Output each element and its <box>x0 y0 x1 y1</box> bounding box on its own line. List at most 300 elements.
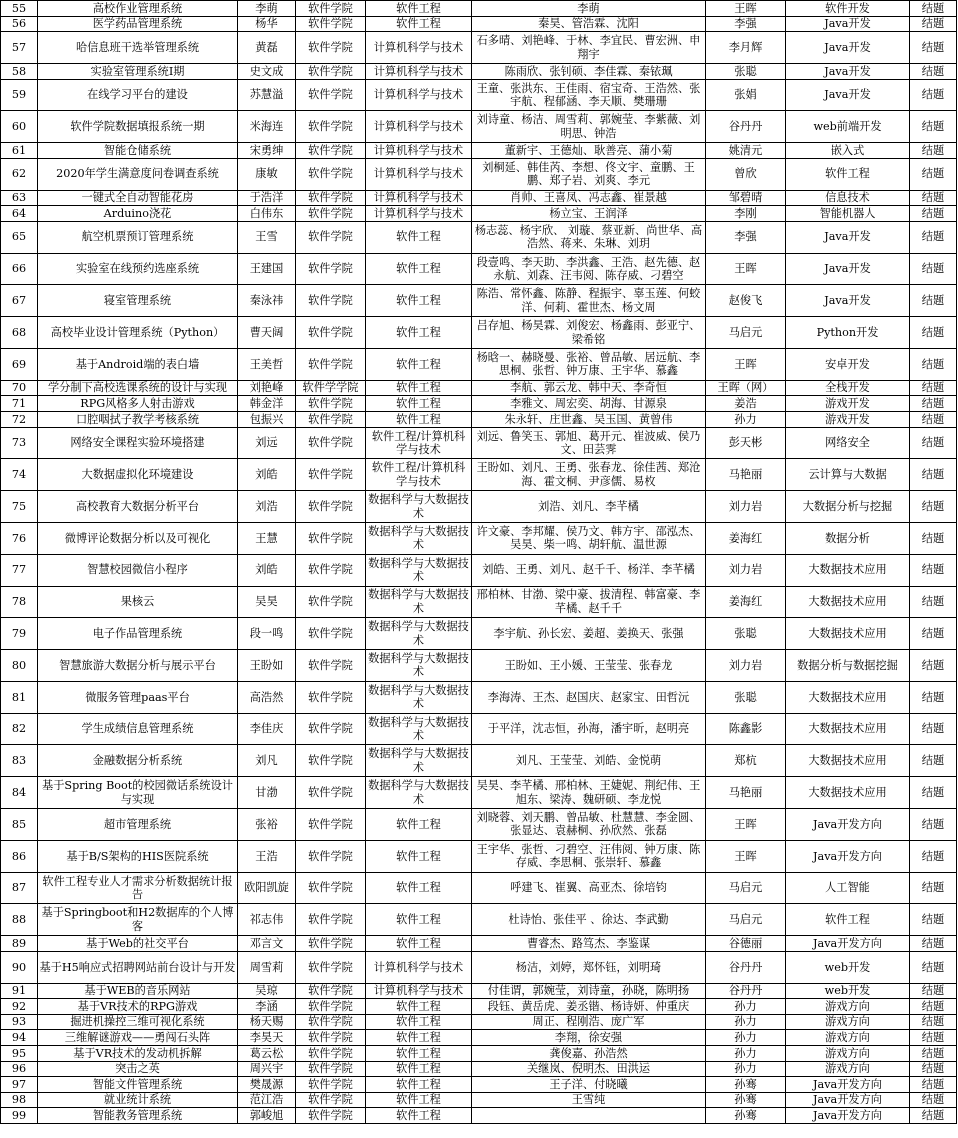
cell-major: 软件工程 <box>366 1092 472 1108</box>
cell-status: 结题 <box>910 809 957 841</box>
table-row <box>1 348 957 380</box>
cell-project-title: 基于Springboot和H2数据库的个人博客 <box>38 904 238 936</box>
cell-team-members: 李翔，徐安强 <box>472 1030 706 1046</box>
cell-college: 软件学院 <box>296 143 366 159</box>
cell-major: 数据科学与大数据技术 <box>366 586 472 618</box>
cell-row-number: 58 <box>1 63 38 79</box>
cell-advisor: 赵俊飞 <box>706 285 786 317</box>
cell-direction: 游戏方向 <box>786 1061 910 1077</box>
cell-college: 软件学院 <box>296 713 366 745</box>
cell-team-members: 周正、程刚浩、庞广军 <box>472 1014 706 1030</box>
cell-project-title: 智慧校园微信小程序 <box>38 554 238 586</box>
table-row <box>1 1014 957 1030</box>
cell-major: 计算机科学与技术 <box>366 111 472 143</box>
cell-college: 软件学院 <box>296 618 366 650</box>
cell-project-title: 果核云 <box>38 586 238 618</box>
table-row <box>1 1046 957 1062</box>
cell-direction: Java开发 <box>786 79 910 111</box>
cell-status: 结题 <box>910 936 957 952</box>
cell-student-name: 郭峻旭 <box>238 1108 296 1124</box>
cell-status: 结题 <box>910 951 957 983</box>
table-row <box>1 253 957 285</box>
cell-advisor: 王晖 <box>706 1 786 17</box>
cell-advisor: 孙力 <box>706 1046 786 1062</box>
cell-advisor: 张聪 <box>706 681 786 713</box>
cell-student-name: 苏慧溢 <box>238 79 296 111</box>
cell-project-title: 实验室在线预约选座系统 <box>38 253 238 285</box>
cell-status: 结题 <box>910 650 957 682</box>
cell-college: 软件学院 <box>296 586 366 618</box>
cell-advisor: 孙力 <box>706 999 786 1015</box>
cell-direction: 大数据技术应用 <box>786 777 910 809</box>
cell-student-name: 王慧 <box>238 522 296 554</box>
cell-major: 软件工程 <box>366 285 472 317</box>
cell-status: 结题 <box>910 206 957 222</box>
cell-direction: 大数据技术应用 <box>786 618 910 650</box>
cell-advisor: 刘力岩 <box>706 491 786 523</box>
cell-college: 软件学院 <box>296 951 366 983</box>
cell-project-title: 软件学院数据填报系统一期 <box>38 111 238 143</box>
cell-direction: 大数据技术应用 <box>786 681 910 713</box>
cell-major: 软件工程 <box>366 317 472 349</box>
cell-row-number: 84 <box>1 777 38 809</box>
cell-major: 软件工程 <box>366 999 472 1015</box>
cell-status: 结题 <box>910 554 957 586</box>
cell-major: 数据科学与大数据技术 <box>366 554 472 586</box>
table-row <box>1 79 957 111</box>
cell-project-title: 智能教务管理系统 <box>38 1108 238 1124</box>
cell-project-title: 微服务管理paas平台 <box>38 681 238 713</box>
cell-student-name: 吴昊 <box>238 586 296 618</box>
table-row <box>1 143 957 159</box>
cell-advisor: 王晖 <box>706 348 786 380</box>
cell-major: 软件工程 <box>366 348 472 380</box>
cell-row-number: 61 <box>1 143 38 159</box>
cell-project-title: 一键式全自动智能花房 <box>38 190 238 206</box>
cell-team-members: 杨晗一、赫晓曼、张裕、曾品敏、居远航、李思桐、张哲、钟万康、王宇华、慕鑫 <box>472 348 706 380</box>
cell-college: 软件学院 <box>296 936 366 952</box>
cell-major: 计算机科学与技术 <box>366 79 472 111</box>
cell-major: 数据科学与大数据技术 <box>366 618 472 650</box>
cell-row-number: 97 <box>1 1077 38 1093</box>
cell-advisor: 彭天彬 <box>706 427 786 459</box>
cell-advisor: 刘力岩 <box>706 650 786 682</box>
cell-student-name: 王美哲 <box>238 348 296 380</box>
cell-direction: Java开发方向 <box>786 809 910 841</box>
cell-student-name: 刘凡 <box>238 745 296 777</box>
cell-direction: 全栈开发 <box>786 380 910 396</box>
cell-status: 结题 <box>910 380 957 396</box>
cell-project-title: 掘进机操控三维可视化系统 <box>38 1014 238 1030</box>
cell-college: 软件学院 <box>296 158 366 190</box>
table-row <box>1 411 957 427</box>
cell-student-name: 欧阳凯旋 <box>238 872 296 904</box>
cell-student-name: 李佳庆 <box>238 713 296 745</box>
table-row <box>1 951 957 983</box>
cell-status: 结题 <box>910 491 957 523</box>
cell-major: 数据科学与大数据技术 <box>366 650 472 682</box>
cell-student-name: 高浩然 <box>238 681 296 713</box>
cell-advisor: 孙骞 <box>706 1077 786 1093</box>
cell-major: 软件工程 <box>366 1 472 17</box>
cell-major: 软件工程 <box>366 1061 472 1077</box>
cell-row-number: 70 <box>1 380 38 396</box>
cell-advisor: 姚清元 <box>706 143 786 159</box>
cell-row-number: 73 <box>1 427 38 459</box>
cell-advisor: 李强 <box>706 16 786 32</box>
cell-major: 软件工程 <box>366 809 472 841</box>
cell-row-number: 82 <box>1 713 38 745</box>
cell-student-name: 邓言文 <box>238 936 296 952</box>
cell-row-number: 87 <box>1 872 38 904</box>
cell-major: 计算机科学与技术 <box>366 190 472 206</box>
cell-team-members: 呼建飞、崔翼、高亚杰、徐培钧 <box>472 872 706 904</box>
table-row <box>1 396 957 412</box>
cell-student-name: 刘艳峰 <box>238 380 296 396</box>
cell-row-number: 69 <box>1 348 38 380</box>
cell-direction: Java开发 <box>786 253 910 285</box>
cell-row-number: 95 <box>1 1046 38 1062</box>
cell-college: 软件学院 <box>296 111 366 143</box>
cell-student-name: 段一鸣 <box>238 618 296 650</box>
cell-status: 结题 <box>910 777 957 809</box>
cell-student-name: 包振兴 <box>238 411 296 427</box>
cell-status: 结题 <box>910 285 957 317</box>
cell-team-members: 王宇华、张哲、刁碧空、汪伟阅、钟万康、陈存威、李思桐、张崇轩、慕鑫 <box>472 840 706 872</box>
table-row <box>1 111 957 143</box>
cell-row-number: 98 <box>1 1092 38 1108</box>
cell-status: 结题 <box>910 872 957 904</box>
cell-college: 软件学院 <box>296 396 366 412</box>
cell-college: 软件学院 <box>296 253 366 285</box>
cell-major: 软件工程 <box>366 1046 472 1062</box>
cell-status: 结题 <box>910 1046 957 1062</box>
cell-project-title: 大数据虚拟化环境建设 <box>38 459 238 491</box>
cell-team-members: 王童、张洪东、王佳雨、宿宝奇、王浩然、张宇航、程郁涵、李天顺、樊珊珊 <box>472 79 706 111</box>
cell-row-number: 55 <box>1 1 38 17</box>
cell-college: 软件学院 <box>296 348 366 380</box>
cell-row-number: 83 <box>1 745 38 777</box>
cell-student-name: 杨天赐 <box>238 1014 296 1030</box>
cell-college: 软件学院 <box>296 32 366 64</box>
cell-project-title: 口腔咽拭子教学考核系统 <box>38 411 238 427</box>
cell-student-name: 葛云松 <box>238 1046 296 1062</box>
table-row <box>1 317 957 349</box>
cell-project-title: 基于VR技术的RPG游戏 <box>38 999 238 1015</box>
table-row <box>1 904 957 936</box>
cell-direction: 数据分析与数据挖掘 <box>786 650 910 682</box>
cell-major: 数据科学与大数据技术 <box>366 522 472 554</box>
cell-project-title: 基于Android端的表白墙 <box>38 348 238 380</box>
cell-college: 软件学院 <box>296 79 366 111</box>
cell-row-number: 74 <box>1 459 38 491</box>
cell-team-members: 段钰、黄岳虎、姜丞锴、杨诗妍、仲重庆 <box>472 999 706 1015</box>
cell-project-title: 电子作品管理系统 <box>38 618 238 650</box>
cell-team-members: 刘桐延、韩佳芮、李想、佟文宇、童鹏、王鹏、郑子岩、刘爽、李元 <box>472 158 706 190</box>
cell-advisor: 谷丹丹 <box>706 983 786 999</box>
cell-direction: 云计算与大数据 <box>786 459 910 491</box>
cell-team-members: 邢柏林、甘渤、梁中豪、拔清程、韩富豪、李芊橘、赵千千 <box>472 586 706 618</box>
cell-college: 软件学院 <box>296 999 366 1015</box>
cell-row-number: 71 <box>1 396 38 412</box>
cell-advisor: 谷丹丹 <box>706 111 786 143</box>
cell-direction: 信息技术 <box>786 190 910 206</box>
cell-direction: 嵌入式 <box>786 143 910 159</box>
table-row <box>1 936 957 952</box>
cell-college: 软件学院 <box>296 681 366 713</box>
table-row <box>1 158 957 190</box>
cell-status: 结题 <box>910 427 957 459</box>
cell-team-members: 王雪纯 <box>472 1092 706 1108</box>
table-row <box>1 427 957 459</box>
cell-student-name: 王建国 <box>238 253 296 285</box>
cell-major: 软件工程/计算机科学与技术 <box>366 459 472 491</box>
cell-project-title: 基于WEB的音乐网站 <box>38 983 238 999</box>
cell-project-title: 基于VR技术的发动机拆解 <box>38 1046 238 1062</box>
cell-direction: 游戏方向 <box>786 999 910 1015</box>
cell-row-number: 56 <box>1 16 38 32</box>
cell-team-members: 付佳谓，郭婉莹，刘诗童，孙晓，陈明扬 <box>472 983 706 999</box>
cell-college: 软件学院 <box>296 16 366 32</box>
cell-student-name: 王雪 <box>238 221 296 253</box>
table-row <box>1 777 957 809</box>
table-row <box>1 586 957 618</box>
cell-status: 结题 <box>910 411 957 427</box>
cell-status: 结题 <box>910 317 957 349</box>
cell-major: 软件工程 <box>366 396 472 412</box>
cell-project-title: 智能仓储系统 <box>38 143 238 159</box>
cell-advisor: 马启元 <box>706 872 786 904</box>
cell-major: 数据科学与大数据技术 <box>366 745 472 777</box>
cell-student-name: 刘远 <box>238 427 296 459</box>
cell-student-name: 李昊天 <box>238 1030 296 1046</box>
cell-major: 计算机科学与技术 <box>366 32 472 64</box>
cell-student-name: 周雪莉 <box>238 951 296 983</box>
table-row <box>1 1 957 17</box>
cell-college: 软件学院 <box>296 1061 366 1077</box>
cell-direction: Java开发 <box>786 16 910 32</box>
cell-row-number: 59 <box>1 79 38 111</box>
cell-row-number: 85 <box>1 809 38 841</box>
cell-team-members: 王盼如、刘凡、王勇、张春龙、徐佳茜、郑沧海、霍文桐、尹彦儒、易枚 <box>472 459 706 491</box>
cell-status: 结题 <box>910 522 957 554</box>
cell-major: 软件工程 <box>366 904 472 936</box>
cell-college: 软件学院 <box>296 1077 366 1093</box>
cell-team-members: 陈雨欣、张钊硕、李佳霖、秦铱珮 <box>472 63 706 79</box>
cell-row-number: 79 <box>1 618 38 650</box>
cell-team-members: 李萌 <box>472 1 706 17</box>
table-row <box>1 1030 957 1046</box>
cell-major: 软件工程 <box>366 221 472 253</box>
cell-advisor: 孙力 <box>706 411 786 427</box>
cell-row-number: 78 <box>1 586 38 618</box>
cell-college: 软件学院 <box>296 411 366 427</box>
cell-student-name: 于浩洋 <box>238 190 296 206</box>
cell-advisor: 孙力 <box>706 1014 786 1030</box>
cell-major: 计算机科学与技术 <box>366 983 472 999</box>
cell-project-title: 寝室管理系统 <box>38 285 238 317</box>
table-row <box>1 983 957 999</box>
cell-advisor: 谷丹丹 <box>706 951 786 983</box>
cell-advisor: 张聪 <box>706 618 786 650</box>
cell-row-number: 90 <box>1 951 38 983</box>
cell-status: 结题 <box>910 999 957 1015</box>
cell-row-number: 63 <box>1 190 38 206</box>
cell-direction: 大数据技术应用 <box>786 554 910 586</box>
cell-row-number: 81 <box>1 681 38 713</box>
cell-status: 结题 <box>910 1092 957 1108</box>
cell-team-members: 刘诗童、杨洁、周雪莉、郭婉莹、李紫薇、刘明思、钟浩 <box>472 111 706 143</box>
cell-team-members: 李航、郭云龙、韩中天、李奇恒 <box>472 380 706 396</box>
cell-status: 结题 <box>910 1 957 17</box>
cell-project-title: 微博评论数据分析以及可视化 <box>38 522 238 554</box>
cell-status: 结题 <box>910 840 957 872</box>
table-row <box>1 459 957 491</box>
table-row <box>1 221 957 253</box>
cell-row-number: 72 <box>1 411 38 427</box>
cell-college: 软件学学院 <box>296 380 366 396</box>
cell-direction: 游戏开发 <box>786 396 910 412</box>
cell-college: 软件学院 <box>296 1014 366 1030</box>
cell-advisor: 孙力 <box>706 1061 786 1077</box>
cell-direction: Java开发 <box>786 32 910 64</box>
cell-team-members: 段壹鸣、李天助、李洪鑫、王浩、赵先德、赵永航、刘森、汪韦阅、陈存威、刁碧空 <box>472 253 706 285</box>
cell-direction: 游戏开发 <box>786 411 910 427</box>
cell-project-title: 三维解谜游戏——勇闯石头阵 <box>38 1030 238 1046</box>
cell-college: 软件学院 <box>296 840 366 872</box>
cell-college: 软件学院 <box>296 491 366 523</box>
cell-status: 结题 <box>910 16 957 32</box>
cell-team-members: 龚俊嘉、孙浩然 <box>472 1046 706 1062</box>
cell-row-number: 62 <box>1 158 38 190</box>
cell-row-number: 88 <box>1 904 38 936</box>
cell-project-title: 金融数据分析系统 <box>38 745 238 777</box>
cell-college: 软件学院 <box>296 1108 366 1124</box>
cell-college: 软件学院 <box>296 427 366 459</box>
cell-status: 结题 <box>910 221 957 253</box>
cell-project-title: 基于H5响应式招聘网站前台设计与开发 <box>38 951 238 983</box>
cell-team-members: 秦昊、管浩霖、沈阳 <box>472 16 706 32</box>
cell-advisor: 孙骞 <box>706 1092 786 1108</box>
cell-advisor: 谷德丽 <box>706 936 786 952</box>
cell-major: 计算机科学与技术 <box>366 206 472 222</box>
cell-row-number: 76 <box>1 522 38 554</box>
cell-college: 软件学院 <box>296 983 366 999</box>
cell-college: 软件学院 <box>296 1046 366 1062</box>
cell-status: 结题 <box>910 79 957 111</box>
cell-college: 软件学院 <box>296 285 366 317</box>
cell-row-number: 94 <box>1 1030 38 1046</box>
cell-direction: 软件工程 <box>786 158 910 190</box>
cell-college: 软件学院 <box>296 1092 366 1108</box>
cell-row-number: 89 <box>1 936 38 952</box>
cell-project-title: 医学药品管理系统 <box>38 16 238 32</box>
cell-college: 软件学院 <box>296 1030 366 1046</box>
cell-student-name: 史文成 <box>238 63 296 79</box>
cell-advisor: 马启元 <box>706 317 786 349</box>
cell-status: 结题 <box>910 713 957 745</box>
table-row <box>1 32 957 64</box>
table-row <box>1 1061 957 1077</box>
cell-college: 软件学院 <box>296 190 366 206</box>
cell-major: 数据科学与大数据技术 <box>366 491 472 523</box>
cell-student-name: 祁志伟 <box>238 904 296 936</box>
cell-project-title: 高校教育大数据分析平台 <box>38 491 238 523</box>
cell-status: 结题 <box>910 158 957 190</box>
cell-major: 软件工程 <box>366 411 472 427</box>
cell-direction: 安卓开发 <box>786 348 910 380</box>
cell-advisor: 姜海红 <box>706 522 786 554</box>
cell-advisor: 王晖 <box>706 809 786 841</box>
cell-college: 软件学院 <box>296 221 366 253</box>
cell-advisor: 王晖 <box>706 840 786 872</box>
cell-direction: Java开发方向 <box>786 1077 910 1093</box>
cell-project-title: 高校毕业设计管理系统（Python） <box>38 317 238 349</box>
cell-college: 软件学院 <box>296 872 366 904</box>
table-row <box>1 618 957 650</box>
cell-direction: Java开发方向 <box>786 1092 910 1108</box>
cell-status: 结题 <box>910 681 957 713</box>
cell-direction: 大数据分析与挖掘 <box>786 491 910 523</box>
cell-advisor: 李强 <box>706 221 786 253</box>
cell-advisor: 张娟 <box>706 79 786 111</box>
table-row <box>1 1092 957 1108</box>
cell-college: 软件学院 <box>296 904 366 936</box>
cell-direction: Java开发方向 <box>786 936 910 952</box>
cell-status: 结题 <box>910 983 957 999</box>
cell-major: 计算机科学与技术 <box>366 143 472 159</box>
cell-status: 结题 <box>910 111 957 143</box>
table-row <box>1 650 957 682</box>
cell-student-name: 曹天阔 <box>238 317 296 349</box>
cell-row-number: 57 <box>1 32 38 64</box>
table-row <box>1 1077 957 1093</box>
cell-student-name: 李萌 <box>238 1 296 17</box>
cell-student-name: 范江浩 <box>238 1092 296 1108</box>
cell-row-number: 91 <box>1 983 38 999</box>
cell-advisor: 邹碧晴 <box>706 190 786 206</box>
cell-direction: 游戏方向 <box>786 1046 910 1062</box>
cell-team-members: 王子洋、付晓曦 <box>472 1077 706 1093</box>
table-row <box>1 713 957 745</box>
cell-advisor: 李刚 <box>706 206 786 222</box>
cell-advisor: 张聪 <box>706 63 786 79</box>
cell-status: 结题 <box>910 63 957 79</box>
cell-direction: 游戏方向 <box>786 1014 910 1030</box>
cell-status: 结题 <box>910 618 957 650</box>
cell-team-members: 石多晴、刘艳峰、于林、李宜民、曹宏洲、申翔宇 <box>472 32 706 64</box>
cell-major: 计算机科学与技术 <box>366 951 472 983</box>
cell-project-title: 超市管理系统 <box>38 809 238 841</box>
cell-college: 软件学院 <box>296 63 366 79</box>
cell-project-title: 学分制下高校选课系统的设计与实现 <box>38 380 238 396</box>
cell-direction: web开发 <box>786 983 910 999</box>
cell-direction: 大数据技术应用 <box>786 745 910 777</box>
cell-direction: 智能机器人 <box>786 206 910 222</box>
cell-major: 软件工程 <box>366 16 472 32</box>
cell-major: 计算机科学与技术 <box>366 158 472 190</box>
cell-college: 软件学院 <box>296 554 366 586</box>
cell-status: 结题 <box>910 1014 957 1030</box>
table-row <box>1 522 957 554</box>
table-row <box>1 745 957 777</box>
cell-advisor: 马启元 <box>706 904 786 936</box>
cell-student-name: 周兴宇 <box>238 1061 296 1077</box>
cell-row-number: 64 <box>1 206 38 222</box>
cell-row-number: 96 <box>1 1061 38 1077</box>
cell-student-name: 刘皓 <box>238 459 296 491</box>
cell-row-number: 86 <box>1 840 38 872</box>
